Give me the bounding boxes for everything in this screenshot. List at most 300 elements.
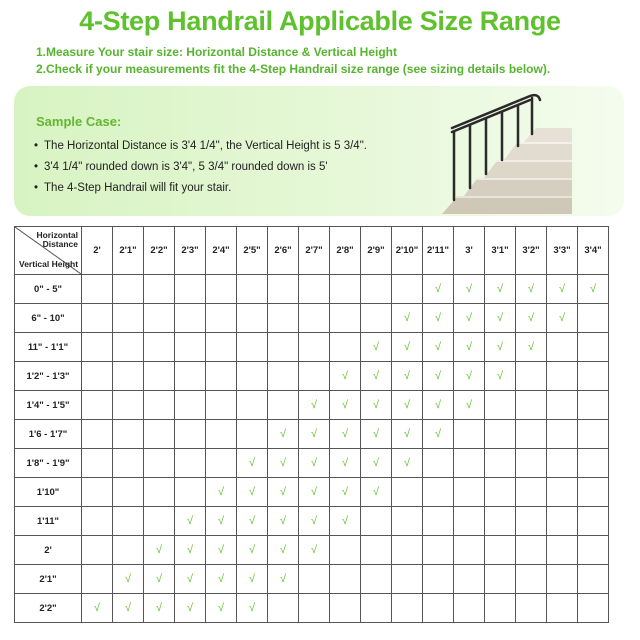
table-cell	[423, 536, 454, 565]
check-mark-icon: √	[279, 457, 287, 469]
table-cell	[268, 507, 299, 536]
table-cell	[454, 536, 485, 565]
size-range-table	[14, 226, 609, 623]
table-cell	[206, 275, 237, 304]
check-mark-icon: √	[310, 544, 318, 556]
table-corner-cell	[15, 227, 82, 275]
check-mark-icon: √	[372, 428, 380, 440]
table-cell	[113, 449, 144, 478]
table-cell	[82, 565, 113, 594]
table-cell	[361, 420, 392, 449]
table-cell	[454, 449, 485, 478]
sample-case-box	[14, 86, 624, 216]
check-mark-icon: √	[279, 544, 287, 556]
table-cell	[113, 333, 144, 362]
table-cell	[392, 304, 423, 333]
row-header: 6" - 10"	[15, 304, 82, 333]
check-mark-icon: √	[434, 428, 442, 440]
table-cell	[206, 478, 237, 507]
table-cell	[578, 507, 609, 536]
table-cell	[330, 362, 361, 391]
table-cell	[113, 594, 144, 623]
table-cell	[237, 275, 268, 304]
table-cell	[206, 362, 237, 391]
table-cell	[82, 304, 113, 333]
table-cell	[268, 362, 299, 391]
table-cell	[144, 304, 175, 333]
column-header: 2'11"	[423, 227, 454, 275]
sample-case-item: • 3'4 1/4" rounded down is 3'4", 5 3/4" rounded down is 5'	[34, 157, 367, 178]
table-cell	[175, 333, 206, 362]
table-cell	[175, 478, 206, 507]
table-cell	[547, 478, 578, 507]
table-cell	[361, 391, 392, 420]
check-mark-icon: √	[217, 486, 225, 498]
check-mark-icon: √	[217, 515, 225, 527]
check-mark-icon: √	[496, 283, 504, 295]
table-cell	[144, 275, 175, 304]
table-cell	[237, 594, 268, 623]
table-cell	[578, 304, 609, 333]
column-header: 2'1"	[113, 227, 144, 275]
table-cell	[82, 507, 113, 536]
table-cell	[237, 565, 268, 594]
table-cell	[516, 275, 547, 304]
table-cell	[175, 565, 206, 594]
table-row	[15, 391, 609, 420]
check-mark-icon: √	[217, 602, 225, 614]
table-cell	[175, 536, 206, 565]
table-cell	[423, 333, 454, 362]
table-cell	[113, 362, 144, 391]
check-mark-icon: √	[403, 312, 411, 324]
check-mark-icon: √	[248, 486, 256, 498]
table-cell	[175, 449, 206, 478]
check-mark-icon: √	[217, 544, 225, 556]
table-row	[15, 275, 609, 304]
table-cell	[578, 449, 609, 478]
table-cell	[206, 420, 237, 449]
check-mark-icon: √	[124, 573, 132, 585]
table-cell	[578, 536, 609, 565]
table-cell	[485, 594, 516, 623]
table-cell	[423, 478, 454, 507]
check-mark-icon: √	[372, 486, 380, 498]
row-header: 11" - 1'1"	[15, 333, 82, 362]
check-mark-icon: √	[341, 370, 349, 382]
table-header-row	[15, 227, 609, 275]
table-cell	[547, 565, 578, 594]
check-mark-icon: √	[465, 283, 473, 295]
table-cell	[82, 362, 113, 391]
table-cell	[547, 304, 578, 333]
check-mark-icon: √	[186, 602, 194, 614]
column-header: 2'3"	[175, 227, 206, 275]
table-cell	[330, 478, 361, 507]
table-cell	[113, 536, 144, 565]
table-row	[15, 362, 609, 391]
check-mark-icon: √	[434, 399, 442, 411]
table-cell	[392, 536, 423, 565]
check-mark-icon: √	[465, 370, 473, 382]
table-cell	[361, 594, 392, 623]
table-row	[15, 449, 609, 478]
table-cell	[547, 420, 578, 449]
table-cell	[392, 391, 423, 420]
table-cell	[516, 565, 547, 594]
table-cell	[268, 565, 299, 594]
table-cell	[454, 391, 485, 420]
table-cell	[144, 333, 175, 362]
column-header: 3'3"	[547, 227, 578, 275]
table-cell	[206, 449, 237, 478]
table-cell	[516, 420, 547, 449]
check-mark-icon: √	[434, 283, 442, 295]
table-row	[15, 594, 609, 623]
table-cell	[516, 478, 547, 507]
table-cell	[423, 362, 454, 391]
table-cell	[547, 333, 578, 362]
row-header: 2'2"	[15, 594, 82, 623]
table-row	[15, 536, 609, 565]
table-cell	[82, 275, 113, 304]
table-cell	[268, 449, 299, 478]
check-mark-icon: √	[341, 486, 349, 498]
table-cell	[547, 275, 578, 304]
check-mark-icon: √	[496, 312, 504, 324]
sample-case-item: • The Horizontal Distance is 3'4 1/4", the Vertical Height is 5 3/4".	[34, 136, 367, 157]
column-header: 3'	[454, 227, 485, 275]
check-mark-icon: √	[248, 602, 256, 614]
horizontal-distance-label: Horizontal Distance	[36, 230, 78, 249]
check-mark-icon: √	[341, 457, 349, 469]
check-mark-icon: √	[310, 457, 318, 469]
column-header: 2'10"	[392, 227, 423, 275]
check-mark-icon: √	[372, 370, 380, 382]
table-cell	[423, 420, 454, 449]
table-cell	[392, 420, 423, 449]
table-cell	[392, 507, 423, 536]
table-cell	[206, 594, 237, 623]
check-mark-icon: √	[465, 399, 473, 411]
vertical-height-label: Vertical Height	[19, 259, 79, 269]
check-mark-icon: √	[434, 312, 442, 324]
table-cell	[268, 594, 299, 623]
check-mark-icon: √	[558, 283, 566, 295]
table-cell	[113, 420, 144, 449]
table-cell	[82, 449, 113, 478]
check-mark-icon: √	[496, 341, 504, 353]
table-cell	[454, 275, 485, 304]
sample-case-list	[34, 136, 367, 199]
table-cell	[423, 275, 454, 304]
check-mark-icon: √	[527, 341, 535, 353]
row-header: 1'4" - 1'5"	[15, 391, 82, 420]
table-cell	[578, 565, 609, 594]
table-row	[15, 333, 609, 362]
table-cell	[113, 391, 144, 420]
table-cell	[299, 594, 330, 623]
table-cell	[516, 449, 547, 478]
table-cell	[547, 536, 578, 565]
table-cell	[299, 536, 330, 565]
table-cell	[423, 391, 454, 420]
row-header: 1'6 - 1'7"	[15, 420, 82, 449]
table-cell	[516, 594, 547, 623]
table-cell	[485, 420, 516, 449]
column-header: 3'2"	[516, 227, 547, 275]
table-cell	[392, 362, 423, 391]
table-cell	[299, 507, 330, 536]
check-mark-icon: √	[403, 341, 411, 353]
table-cell	[454, 362, 485, 391]
stair-with-handrail-icon	[412, 88, 572, 216]
table-cell	[144, 449, 175, 478]
table-cell	[175, 362, 206, 391]
row-header: 1'2" - 1'3"	[15, 362, 82, 391]
check-mark-icon: √	[341, 515, 349, 527]
row-header: 0" - 5"	[15, 275, 82, 304]
check-mark-icon: √	[310, 515, 318, 527]
table-cell	[268, 478, 299, 507]
table-cell	[113, 478, 144, 507]
row-header: 2'1"	[15, 565, 82, 594]
check-mark-icon: √	[248, 573, 256, 585]
table-cell	[113, 275, 144, 304]
table-cell	[454, 594, 485, 623]
table-cell	[516, 507, 547, 536]
table-cell	[113, 304, 144, 333]
sample-case-title: Sample Case:	[36, 114, 122, 129]
table-cell	[299, 275, 330, 304]
table-cell	[361, 478, 392, 507]
row-header: 1'11"	[15, 507, 82, 536]
table-cell	[578, 478, 609, 507]
table-cell	[423, 565, 454, 594]
table-cell	[330, 275, 361, 304]
table-cell	[392, 275, 423, 304]
table-cell	[330, 333, 361, 362]
table-cell	[144, 536, 175, 565]
check-mark-icon: √	[310, 486, 318, 498]
check-mark-icon: √	[372, 457, 380, 469]
table-cell	[206, 333, 237, 362]
table-cell	[330, 594, 361, 623]
table-cell	[82, 536, 113, 565]
table-cell	[454, 565, 485, 594]
table-cell	[485, 449, 516, 478]
row-header: 2'	[15, 536, 82, 565]
table-cell	[485, 536, 516, 565]
check-mark-icon: √	[527, 312, 535, 324]
table-cell	[392, 449, 423, 478]
table-cell	[578, 391, 609, 420]
table-cell	[392, 565, 423, 594]
check-mark-icon: √	[403, 399, 411, 411]
table-cell	[516, 333, 547, 362]
table-cell	[485, 478, 516, 507]
table-cell	[330, 420, 361, 449]
check-mark-icon: √	[93, 602, 101, 614]
instruction-step-2: 2.Check if your measurements fit the 4-Step Handrail size range (see sizing details below).	[36, 62, 551, 76]
check-mark-icon: √	[372, 399, 380, 411]
column-header: 3'4"	[578, 227, 609, 275]
table-cell	[516, 536, 547, 565]
sample-case-item: • The 4-Step Handrail will fit your stair.	[34, 178, 367, 199]
table-cell	[82, 333, 113, 362]
column-header: 2'8"	[330, 227, 361, 275]
table-cell	[299, 333, 330, 362]
check-mark-icon: √	[310, 399, 318, 411]
table-cell	[547, 362, 578, 391]
check-mark-icon: √	[124, 602, 132, 614]
check-mark-icon: √	[403, 370, 411, 382]
table-cell	[299, 304, 330, 333]
table-cell	[206, 536, 237, 565]
row-header: 1'8" - 1'9"	[15, 449, 82, 478]
check-mark-icon: √	[279, 486, 287, 498]
page-title: 4-Step Handrail Applicable Size Range	[79, 6, 561, 36]
check-mark-icon: √	[341, 428, 349, 440]
table-cell	[485, 507, 516, 536]
table-cell	[485, 362, 516, 391]
check-mark-icon: √	[434, 370, 442, 382]
table-cell	[330, 391, 361, 420]
table-cell	[299, 362, 330, 391]
table-cell	[423, 594, 454, 623]
check-mark-icon: √	[186, 515, 194, 527]
table-row	[15, 420, 609, 449]
table-cell	[268, 333, 299, 362]
table-cell	[206, 565, 237, 594]
table-cell	[516, 304, 547, 333]
column-header: 2'7"	[299, 227, 330, 275]
check-mark-icon: √	[279, 515, 287, 527]
table-cell	[454, 333, 485, 362]
table-cell	[361, 565, 392, 594]
column-header: 2'9"	[361, 227, 392, 275]
table-cell	[113, 565, 144, 594]
table-cell	[578, 275, 609, 304]
table-cell	[516, 362, 547, 391]
check-mark-icon: √	[434, 341, 442, 353]
table-cell	[237, 304, 268, 333]
table-cell	[578, 333, 609, 362]
table-cell	[361, 275, 392, 304]
table-cell	[175, 275, 206, 304]
table-cell	[485, 391, 516, 420]
table-cell	[268, 275, 299, 304]
table-row	[15, 304, 609, 333]
table-cell	[237, 391, 268, 420]
table-cell	[392, 594, 423, 623]
table-cell	[485, 304, 516, 333]
table-cell	[392, 333, 423, 362]
row-header: 1'10"	[15, 478, 82, 507]
check-mark-icon: √	[279, 573, 287, 585]
check-mark-icon: √	[186, 573, 194, 585]
instruction-step-1: 1.Measure Your stair size: Horizontal Distance & Vertical Height	[36, 45, 398, 59]
table-cell	[175, 594, 206, 623]
table-cell	[578, 594, 609, 623]
column-header: 2'6"	[268, 227, 299, 275]
table-cell	[423, 304, 454, 333]
check-mark-icon: √	[248, 515, 256, 527]
table-cell	[361, 507, 392, 536]
column-header: 2'	[82, 227, 113, 275]
table-cell	[299, 420, 330, 449]
table-cell	[330, 449, 361, 478]
check-mark-icon: √	[248, 457, 256, 469]
table-cell	[423, 449, 454, 478]
check-mark-icon: √	[403, 457, 411, 469]
table-cell	[237, 478, 268, 507]
table-cell	[237, 420, 268, 449]
check-mark-icon: √	[155, 544, 163, 556]
column-header: 2'4"	[206, 227, 237, 275]
check-mark-icon: √	[279, 428, 287, 440]
table-row	[15, 507, 609, 536]
table-cell	[454, 304, 485, 333]
table-cell	[144, 507, 175, 536]
table-cell	[113, 507, 144, 536]
table-cell	[175, 304, 206, 333]
table-cell	[578, 420, 609, 449]
table-cell	[330, 565, 361, 594]
check-mark-icon: √	[248, 544, 256, 556]
table-cell	[144, 391, 175, 420]
table-cell	[330, 507, 361, 536]
table-cell	[299, 391, 330, 420]
check-mark-icon: √	[465, 312, 473, 324]
table-cell	[144, 594, 175, 623]
table-cell	[82, 478, 113, 507]
table-cell	[144, 478, 175, 507]
table-cell	[175, 507, 206, 536]
table-cell	[175, 420, 206, 449]
check-mark-icon: √	[217, 573, 225, 585]
table-cell	[299, 565, 330, 594]
table-cell	[547, 507, 578, 536]
check-mark-icon: √	[155, 602, 163, 614]
check-mark-icon: √	[589, 283, 597, 295]
table-cell	[361, 333, 392, 362]
table-cell	[144, 362, 175, 391]
table-cell	[82, 594, 113, 623]
table-cell	[237, 362, 268, 391]
table-cell	[268, 536, 299, 565]
table-cell	[392, 478, 423, 507]
check-mark-icon: √	[310, 428, 318, 440]
check-mark-icon: √	[341, 399, 349, 411]
table-cell	[454, 420, 485, 449]
check-mark-icon: √	[186, 544, 194, 556]
column-header: 2'5"	[237, 227, 268, 275]
table-cell	[454, 478, 485, 507]
table-cell	[485, 275, 516, 304]
check-mark-icon: √	[155, 573, 163, 585]
table-cell	[175, 391, 206, 420]
table-cell	[454, 507, 485, 536]
table-cell	[268, 304, 299, 333]
table-cell	[82, 420, 113, 449]
table-row	[15, 565, 609, 594]
check-mark-icon: √	[403, 428, 411, 440]
table-cell	[423, 507, 454, 536]
table-cell	[237, 507, 268, 536]
check-mark-icon: √	[465, 341, 473, 353]
check-mark-icon: √	[372, 341, 380, 353]
